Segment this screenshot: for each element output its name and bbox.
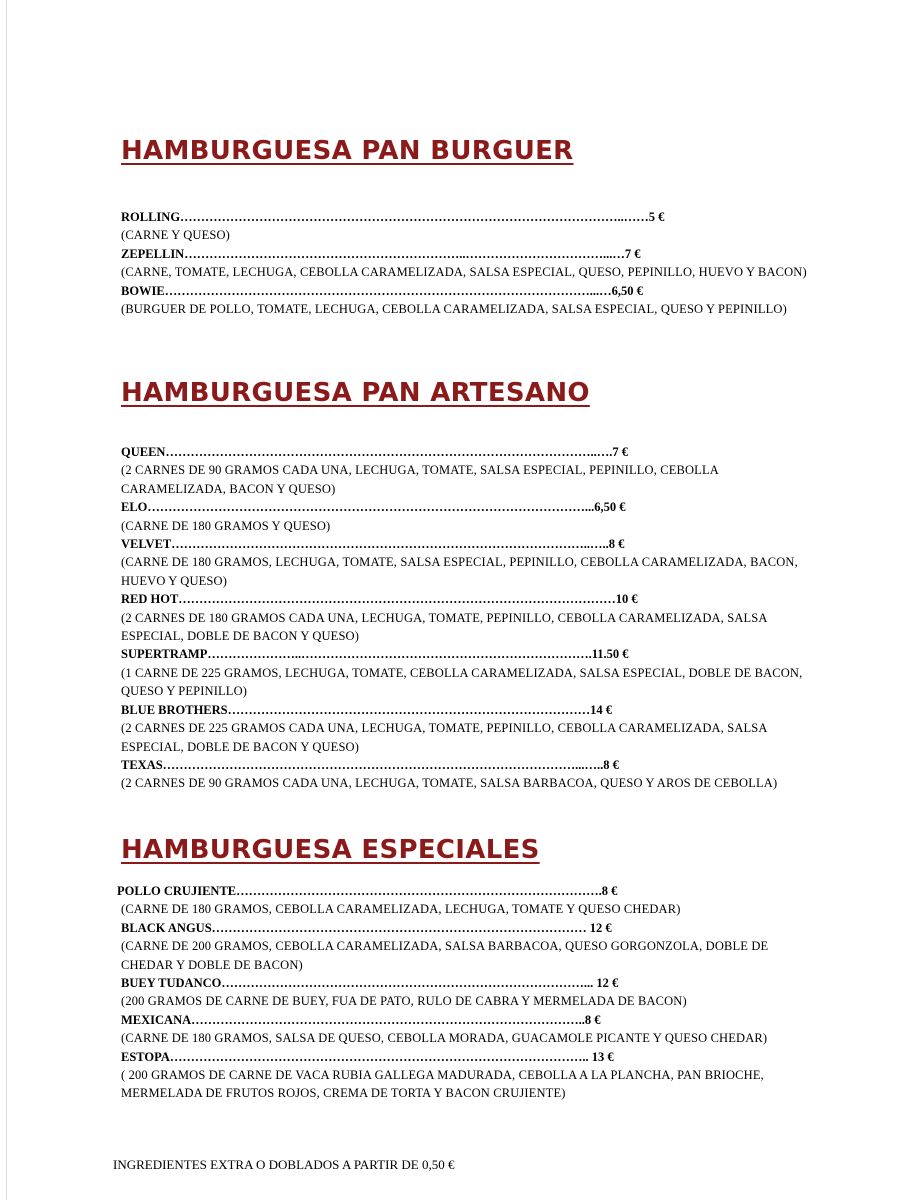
menu-item-name-price: BOWIE…………………………………………………………………………………………...…6,50 € [121, 283, 643, 298]
menu-item-queen [121, 443, 811, 498]
menu-item-description: (CARNE DE 200 GRAMOS, CEBOLLA CARAMELIZADA, SALSA BARBACOA, QUESO GORGONZOLA, DOBLE DE CHEDAR Y DOBLE DE BACON) [121, 939, 769, 972]
menu-item-name-price: ESTOPA……………………………………………………………………………………….. 13 € [121, 1049, 614, 1064]
menu-item-name-price: POLLO CRUJIENTE…………………………………………………………………………….8 € [117, 884, 618, 898]
menu-item-name-price: QUEEN…………………………………………………………………………………………..….7 € [121, 445, 628, 459]
menu-item-name-price: MEXICANA…………………………………………………………………………………..8 € [121, 1012, 601, 1027]
menu-item-bowie [121, 282, 811, 319]
menu-item-elo [121, 498, 811, 535]
menu-item-description: (1 CARNE DE 225 GRAMOS, LECHUGA, TOMATE, CEBOLLA CARAMELIZADA, SALSA ESPECIAL, DOBLE DE BACON, QUESO Y PEPINILLO) [121, 665, 803, 699]
menu-item-description: (2 CARNES DE 90 GRAMOS CADA UNA, LECHUGA, TOMATE, SALSA ESPECIAL, PEPINILLO, CEBOLLA CARAMELIZADA, BACON Y QUESO) [121, 463, 719, 496]
menu-item-name-price: TEXAS………………………………………………………………………………………...…..8 € [121, 757, 619, 772]
menu-item-name-price: BUEY TUDANCO……………………………………………………………………………... 12 € [121, 976, 619, 991]
menu-item-blue-brothers [121, 701, 811, 756]
menu-item-zepellin [121, 245, 811, 282]
menu-item-mexicana [117, 1011, 811, 1048]
menu-item-name-price: ELO……………………………………………………………………………………………...6,50 € [121, 500, 626, 515]
menu-item-description: (2 CARNES DE 225 GRAMOS CADA UNA, LECHUGA, TOMATE, PEPINILLO, CEBOLLA CARAMELIZADA, SALSA ESPECIAL, DOBLE DE BACON Y QUESO) [121, 721, 767, 754]
menu-item-description: ( 200 GRAMOS DE CARNE DE VACA RUBIA GALLEGA MADURADA, CEBOLLA A LA PLANCHA, PAN BRIOCHE, MERMELADA DE FRUTOS ROJOS, CREMA DE TORTA Y BACON CRUJIENTE) [121, 1068, 764, 1101]
extras-note: INGREDIENTES EXTRA O DOBLADOS A PARTIR DE 0,50 € [113, 1157, 455, 1172]
menu-item-red-hot [121, 590, 811, 645]
menu-item-name-price: SUPERTRAMP…………………..…………………………………………………………….11.50 € [121, 647, 629, 662]
menu-item-description: (CARNE DE 180 GRAMOS Y QUESO) [121, 518, 331, 533]
menu-item-description: (200 GRAMOS DE CARNE DE BUEY, FUA DE PATO, RULO DE CABRA Y MERMELADA DE BACON) [121, 994, 687, 1009]
menu-item-rolling [121, 208, 811, 245]
menu-item-name-price: ROLLING……………………………………………………………………………………………..……5 € [121, 210, 665, 224]
section-items-pan-artesano [121, 443, 811, 793]
section-title-pan-artesano: HAMBURGUESA PAN ARTESANO [121, 378, 590, 408]
menu-item-supertramp [121, 645, 811, 700]
menu-item-black-angus [117, 919, 811, 974]
menu-item-description: (BURGUER DE POLLO, TOMATE, LECHUGA, CEBOLLA CARAMELIZADA, SALSA ESPECIAL, QUESO Y PEPINILLO) [121, 302, 787, 317]
section-title-especiales: HAMBURGUESA ESPECIALES [121, 835, 540, 865]
menu-item-description: (CARNE Y QUESO) [121, 228, 230, 243]
menu-item-buey-tudanco [117, 974, 811, 1011]
section-items-especiales [117, 882, 811, 1103]
menu-item-name-price: VELVET………………………………………………………………………………………..…..8 € [121, 537, 625, 552]
menu-item-description: (CARNE DE 180 GRAMOS, SALSA DE QUESO, CEBOLLA MORADA, GUACAMOLE PICANTE Y QUESO CHEDAR) [121, 1031, 768, 1046]
menu-item-estopa [117, 1048, 811, 1103]
menu-item-name-price: ZEPELLIN…………………………………………………………..……………………………...…7 € [121, 246, 641, 261]
section-items-pan-burguer [121, 208, 811, 318]
menu-item-pollo-crujiente [117, 882, 811, 919]
menu-item-description: (CARNE DE 180 GRAMOS, CEBOLLA CARAMELIZADA, LECHUGA, TOMATE Y QUESO CHEDAR) [121, 902, 681, 917]
menu-item-texas [121, 756, 811, 793]
menu-item-description: (CARNE, TOMATE, LECHUGA, CEBOLLA CARAMELIZADA, SALSA ESPECIAL, QUESO, PEPINILLO, HUEVO Y BACON) [121, 265, 807, 280]
menu-item-name-price: RED HOT……………………………………………………………………………………………10 € [121, 592, 638, 607]
menu-item-name-price: BLUE BROTHERS……………………………………………………………………………14 € [121, 702, 613, 717]
menu-item-name-price: BLACK ANGUS……………………………………………………………………………… 12 € [121, 920, 612, 935]
menu-item-description: (CARNE DE 180 GRAMOS, LECHUGA, TOMATE, SALSA ESPECIAL, PEPINILLO, CEBOLLA CARAMELIZADA, BACON, HUEVO Y QUESO) [121, 555, 798, 588]
section-title-pan-burguer: HAMBURGUESA PAN BURGUER [121, 136, 574, 166]
menu-item-description: (2 CARNES DE 180 GRAMOS CADA UNA, LECHUGA, TOMATE, PEPINILLO, CEBOLLA CARAMELIZADA, SALSA ESPECIAL, DOBLE DE BACON Y QUESO) [121, 610, 767, 644]
menu-item-velvet [121, 535, 811, 590]
menu-item-description: (2 CARNES DE 90 GRAMOS CADA UNA, LECHUGA, TOMATE, SALSA BARBACOA, QUESO Y AROS DE CEBOLLA) [121, 776, 778, 791]
